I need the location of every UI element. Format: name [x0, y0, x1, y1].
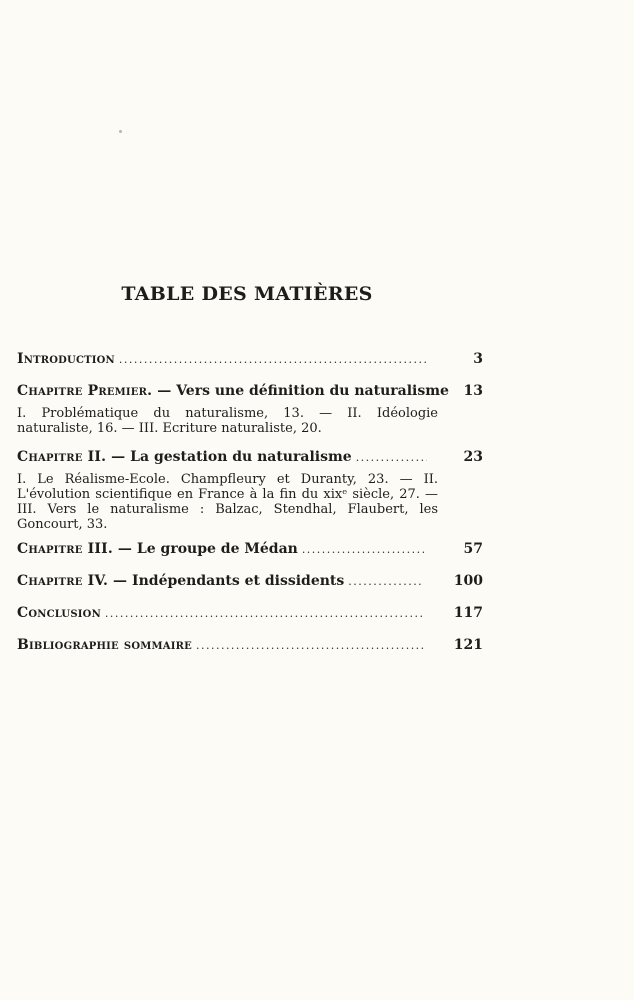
entry-label: Chapitre IV. [17, 573, 109, 589]
page-title: TABLE DES MATIÈRES [121, 283, 373, 305]
entry-title: Le groupe de Médan [136, 541, 298, 557]
toc-entry-chapitre-premier[interactable] [17, 382, 483, 400]
paper-speck [119, 130, 122, 133]
entry-title: Indépendants et dissidents [132, 573, 345, 589]
entry-label: Chapitre II. [17, 449, 107, 465]
entry-dash: — [157, 383, 172, 399]
dot-leader [119, 351, 427, 369]
chapter-summary: I. Le Réalisme-Ecole. Champfleury et Duranty, 23. — II. L'évolution scientifique en France à la fin du xixᵉ siècle, 27. — III. Vers le naturalisme : Balzac, Stendhal, Flaubert, les Goncourt, 33. [17, 472, 438, 532]
toc-entry-conclusion[interactable] [17, 604, 483, 623]
toc-entry-chapitre-iii[interactable] [17, 540, 483, 559]
entry-title: La gestation du naturalisme [130, 449, 352, 465]
page-number: 121 [453, 637, 483, 653]
toc-entry-bibliographie[interactable] [17, 636, 483, 655]
dot-leader [196, 637, 424, 655]
toc-entry-chapitre-iv[interactable] [17, 572, 483, 591]
page-number: 100 [453, 573, 483, 589]
entry-label: Introduction [17, 351, 115, 367]
entry-label: Bibliographie sommaire [17, 637, 192, 653]
entry-title: Vers une définition du naturalisme [176, 383, 449, 399]
page-number: 117 [453, 605, 483, 621]
entry-dash: — [117, 541, 132, 557]
entry-label: Chapitre Premier. [17, 383, 153, 399]
toc-entry-chapitre-ii[interactable] [17, 448, 483, 467]
entry-label: Chapitre III. [17, 541, 113, 557]
page-number: 23 [463, 449, 483, 465]
toc-entry-introduction[interactable] [17, 350, 483, 369]
entry-dash: — [113, 573, 128, 589]
entry-dash: — [111, 449, 126, 465]
dot-leader [356, 449, 427, 467]
dot-leader [302, 541, 427, 559]
page-number: 13 [463, 383, 483, 399]
page-number: 3 [473, 351, 483, 367]
dot-leader [105, 605, 424, 623]
page-number: 57 [463, 541, 483, 557]
entry-label: Conclusion [17, 605, 101, 621]
dot-leader [348, 573, 423, 591]
chapter-summary: I. Problématique du naturalisme, 13. — II. Idéologie naturaliste, 16. — III. Ecriture naturaliste, 20. [17, 406, 438, 436]
